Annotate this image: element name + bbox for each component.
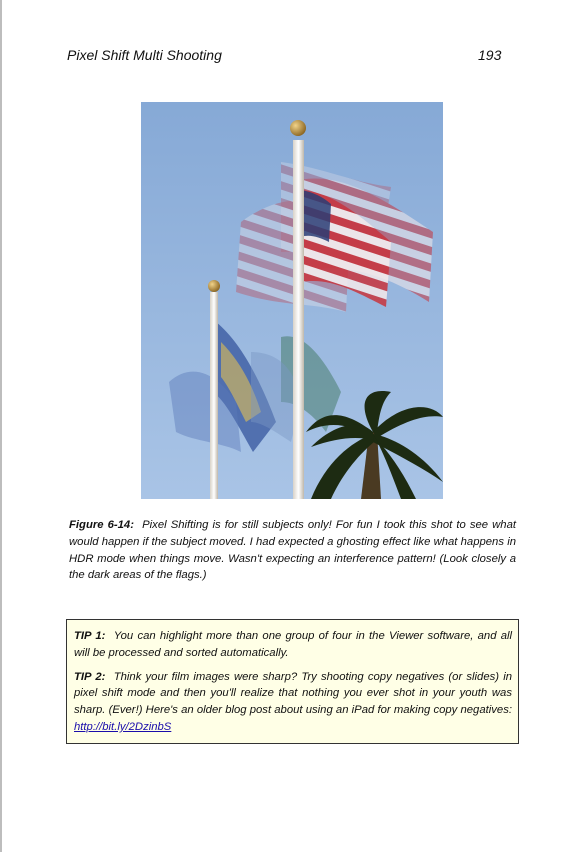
figure-caption [69, 517, 516, 584]
tip-2 [74, 669, 512, 736]
running-header-title: Pixel Shift Multi Shooting [67, 47, 222, 63]
tip-1-text: You can highlight more than one group of four in the Viewer software, and all will be processed and sorted automatically. [74, 630, 513, 659]
tip-box [66, 619, 519, 744]
figure-label: Figure 6-14: [69, 519, 134, 531]
tip-1 [74, 628, 512, 662]
figure-caption-text: Pixel Shifting is for still subjects only! For fun I took this shot to see what would happen if the subject moved. I had expected a ghosting effect like what happens in HDR mode when things move. Wasn't expecting an interference pattern! (Look closely a the dark areas of the flags.) [69, 519, 517, 582]
tip-1-label: TIP 1: [74, 630, 106, 642]
page-edge [0, 0, 2, 852]
blog-post-link[interactable]: http://bit.ly/2DzinbS [74, 720, 172, 733]
page-number: 193 [478, 47, 502, 63]
tip-2-text: Think your film images were sharp? Try shooting copy negatives (or slides) in pixel shift mode and then you'll realize that nothing you ever shot in your youth was sharp. (Ever!) Here's an older blog post about using an iPad for making copy negatives: [74, 670, 512, 717]
flag-poles-photo [141, 102, 443, 499]
tip-2-label: TIP 2: [74, 670, 106, 683]
